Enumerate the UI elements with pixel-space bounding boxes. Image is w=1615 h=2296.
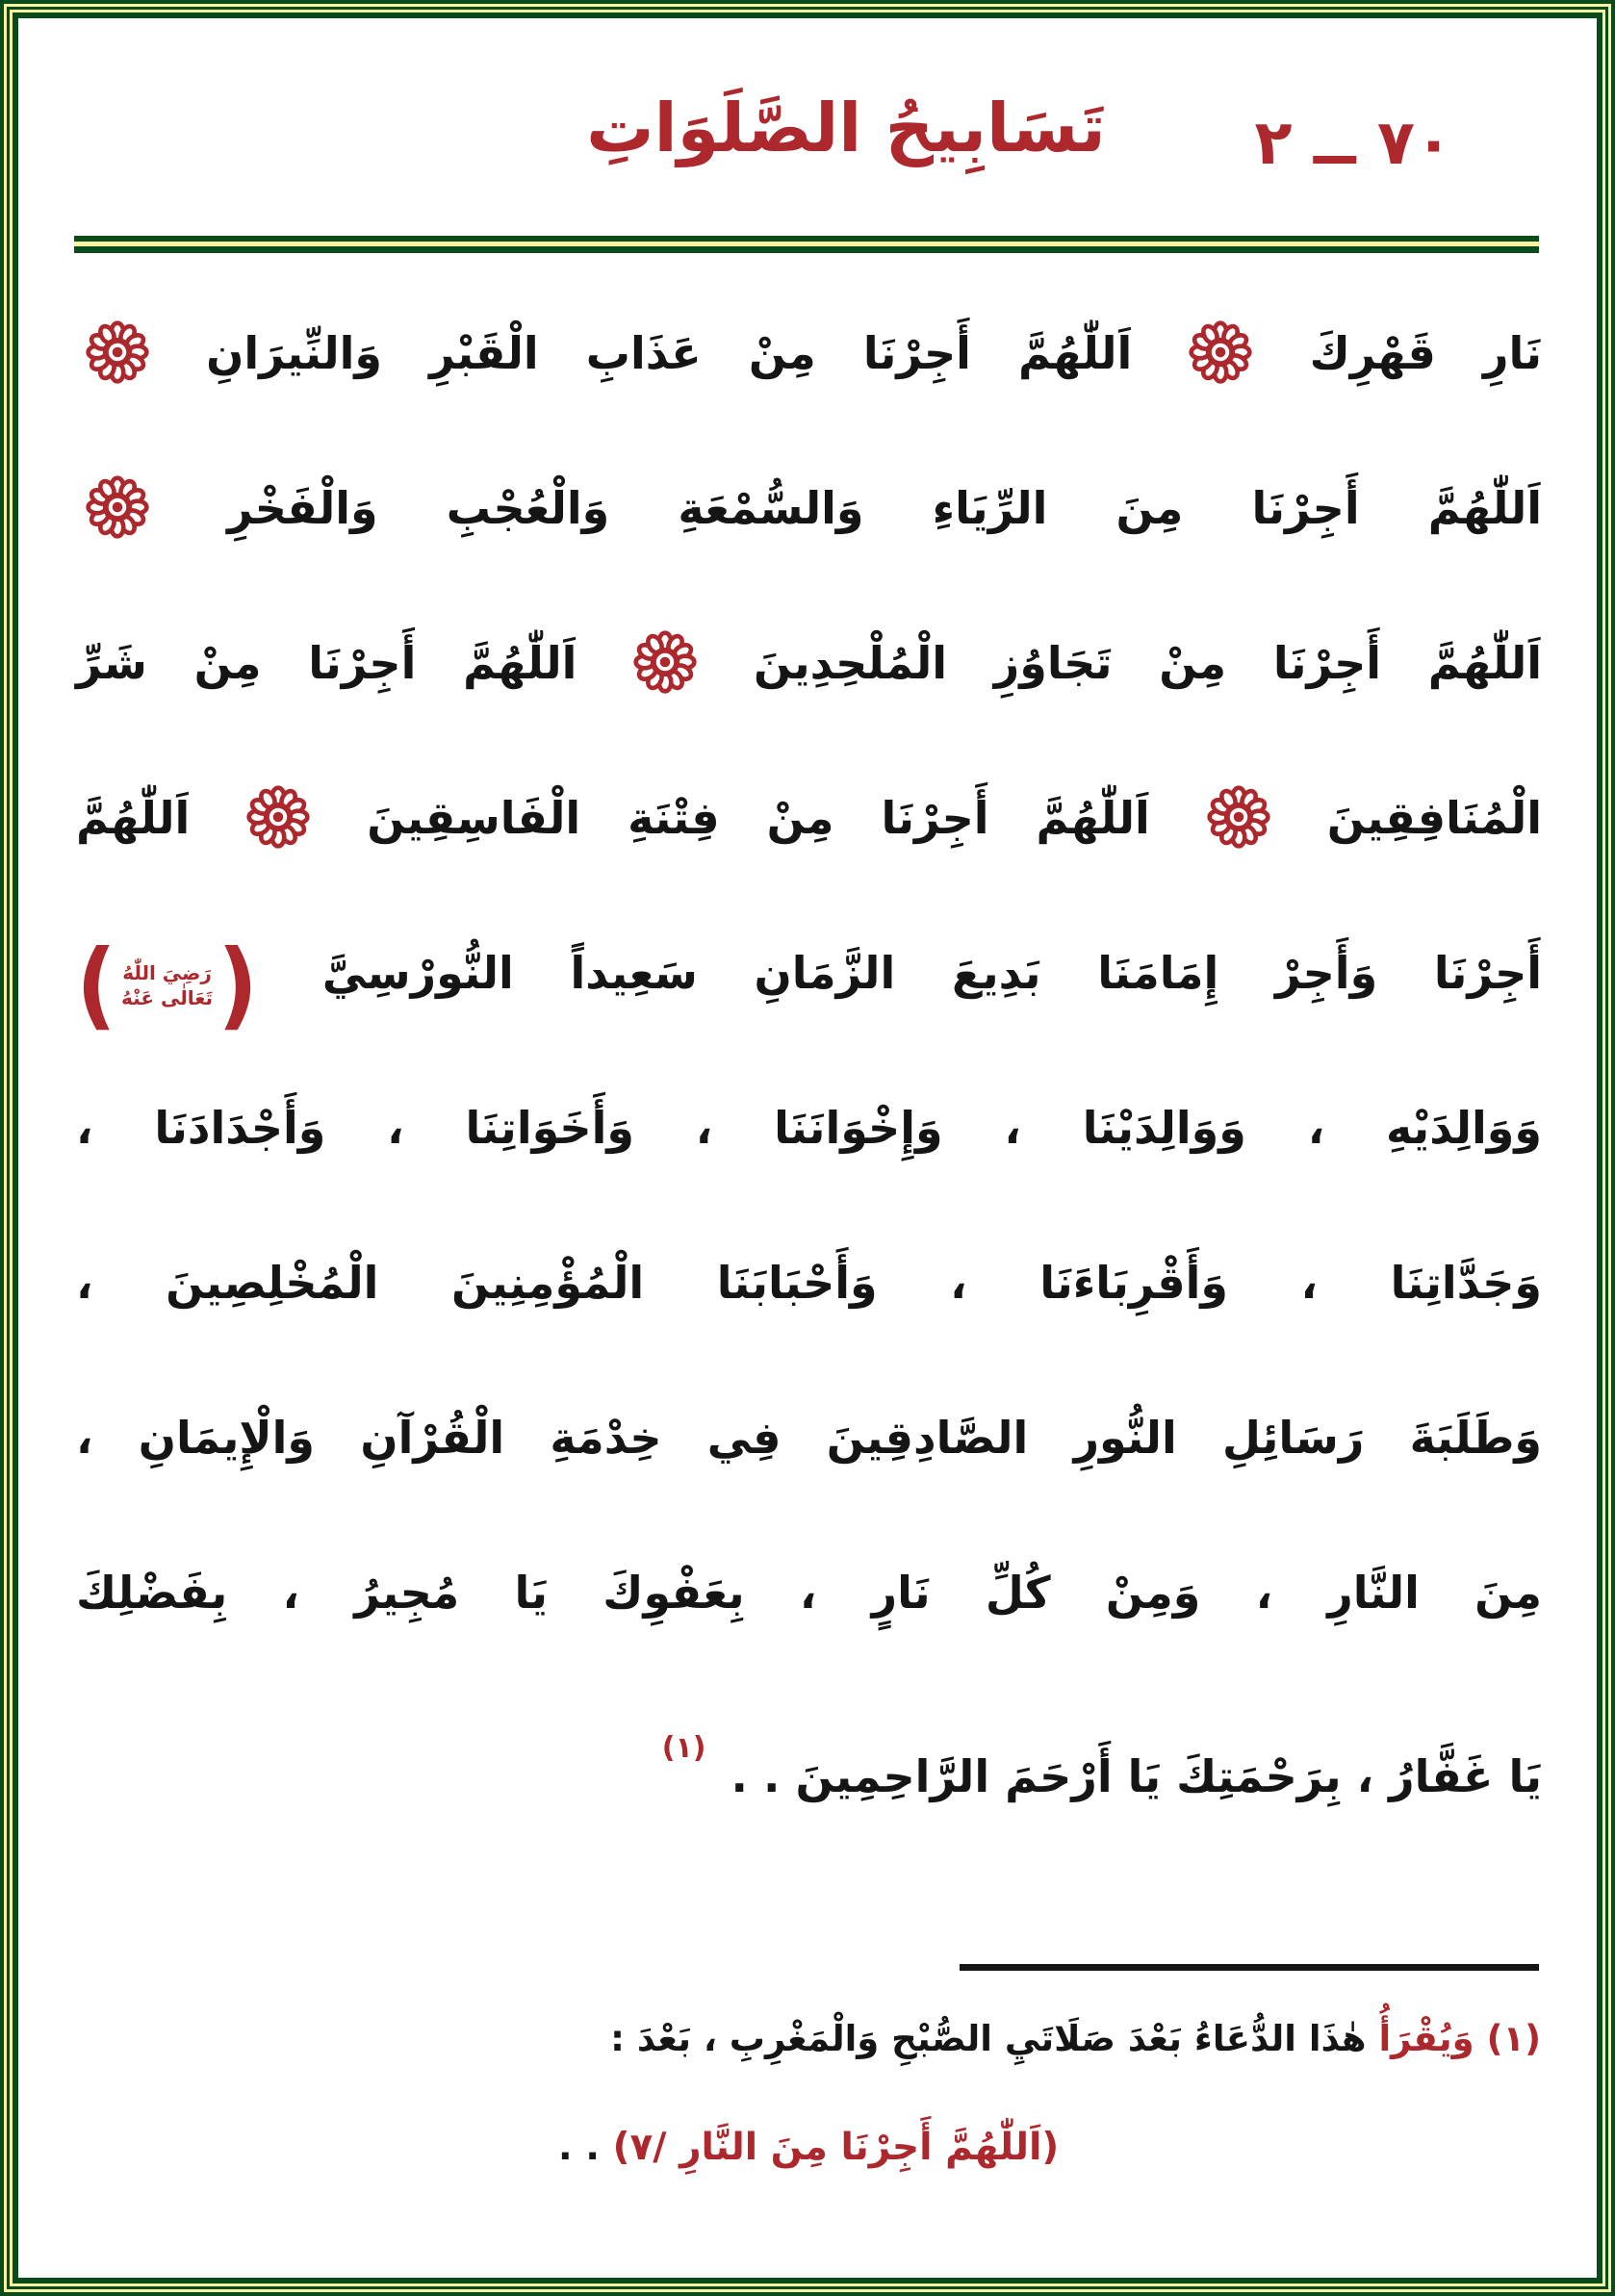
header-rule-divider xyxy=(74,236,1539,253)
text-segment: الْمُنَافِقِينَ xyxy=(1326,792,1543,844)
rosette-flower-icon xyxy=(1207,785,1270,849)
frame-cream-outer xyxy=(4,4,1611,2292)
text-segment: أَجِرْنَا وَأَجِرْ إِمَامَنَا بَدِيعَ الزَّمَانِ سَعِيداً النُّورْسِيَّ xyxy=(321,947,1542,999)
text-segment: وَجَدَّاتِنَا ، وَأَقْرِبَاءَنَا ، وَأَحْبَابَنَا الْمُؤْمِنِينَ الْمُخْلِصِينَ ، xyxy=(76,1257,1542,1309)
rosette-flower-icon xyxy=(246,785,310,849)
text-segment: وَوَالِدَيْهِ ، وَوَالِدَيْنَا ، وَإِخْوَانَنَا ، وَأَخَوَاتِنَا ، وَأَجْدَادَنَا ، xyxy=(76,1102,1542,1154)
body-line xyxy=(76,586,1542,741)
footnote-ref-marker: (١) xyxy=(661,1731,706,1765)
seal-line1: رَضِيَ اللّٰهُ xyxy=(122,961,212,985)
text-segment: اَللّٰهُمَّ xyxy=(76,792,191,844)
body-line xyxy=(76,1051,1542,1206)
text-segment: اَللّٰهُمَّ أَجِرْنَا مِنْ تَجَاوُزِ الْمُلْحِدِينَ xyxy=(753,637,1543,689)
text-segment: نَارِ قَهْرِكَ xyxy=(1309,327,1542,379)
seal-close-paren: ) xyxy=(76,929,117,1041)
text-segment: . . xyxy=(557,2126,601,2169)
body-line xyxy=(76,1671,1542,1825)
text-segment: مِنَ النَّارِ ، وَمِنْ كُلِّ نَارٍ ، بِعَفْوِكَ يَا مُجِيرُ ، بِفَضْلِكَ xyxy=(76,1567,1542,1619)
page-number: ٧٠ ــ ٢ xyxy=(1254,108,1452,179)
body-line xyxy=(76,1516,1542,1671)
rosette-flower-icon xyxy=(86,475,149,539)
frame-cream-inner xyxy=(10,10,1605,2286)
text-segment: هٰذَا الدُّعَاءُ بَعْدَ صَلَاتَيِ الصُّبْحِ وَالْمَغْرِبِ ، بَعْدَ : xyxy=(610,2018,1367,2059)
seal-line2: تَعَالٰى عَنْهُ xyxy=(121,986,214,1010)
text-segment: (١) xyxy=(1486,2018,1541,2059)
rosette-flower-icon xyxy=(1189,320,1252,384)
prayer-text-block xyxy=(76,276,1542,1825)
text-segment: اَللّٰهُمَّ أَجِرْنَا مِنْ فِتْنَةِ الْفَاسِقِينَ xyxy=(367,792,1150,844)
body-line xyxy=(76,431,1542,586)
text-segment: اَللّٰهُمَّ أَجِرْنَا مِنْ عَذَابِ الْقَبْرِ وَالنِّيرَانِ xyxy=(206,327,1133,379)
frame-green-inner xyxy=(13,13,1602,2283)
seal-text xyxy=(116,960,218,1010)
footnote-line xyxy=(76,2102,1541,2193)
footnote-divider xyxy=(960,1964,1539,1971)
text-segment: وَطَلَبَةَ رَسَائِلِ النُّورِ الصَّادِقِينَ فِي خِدْمَةِ الْقُرْآنِ وَالْإِيمَانِ ، xyxy=(76,1412,1542,1464)
radiallahu-anhu-seal xyxy=(76,929,259,1041)
text-segment: يَا غَفَّارُ ، بِرَحْمَتِكَ يَا أَرْحَمَ الرَّاحِمِينَ . . xyxy=(731,1750,1542,1802)
text-segment: وَيُقْرَأُ xyxy=(1378,2018,1474,2059)
text-segment: اَللّٰهُمَّ أَجِرْنَا مِنَ الرِّيَاءِ وَالسُّمْعَةِ وَالْعُجْبِ وَالْفَخْرِ xyxy=(227,482,1542,534)
body-line xyxy=(76,741,1542,896)
body-line xyxy=(76,276,1542,431)
page-title: تَسَابِيحُ الصَّلَوَاتِ xyxy=(586,89,1106,167)
title-row xyxy=(18,88,1597,168)
body-line xyxy=(76,896,1542,1051)
rosette-flower-icon xyxy=(633,630,697,694)
text-segment: اَللّٰهُمَّ أَجِرْنَا مِنْ شَرِّ xyxy=(76,637,577,689)
body-line xyxy=(76,1206,1542,1361)
frame-green-middle xyxy=(7,7,1608,2289)
rosette-flower-icon xyxy=(86,320,149,384)
page-content xyxy=(18,18,1597,2278)
seal-open-paren: ( xyxy=(218,929,259,1041)
body-line xyxy=(76,1361,1542,1516)
text-segment: (اَللّٰهُمَّ أَجِرْنَا مِنَ النَّارِ /٧) xyxy=(612,2126,1060,2169)
footnote-block xyxy=(76,1993,1541,2193)
footnote-line xyxy=(76,1993,1541,2084)
